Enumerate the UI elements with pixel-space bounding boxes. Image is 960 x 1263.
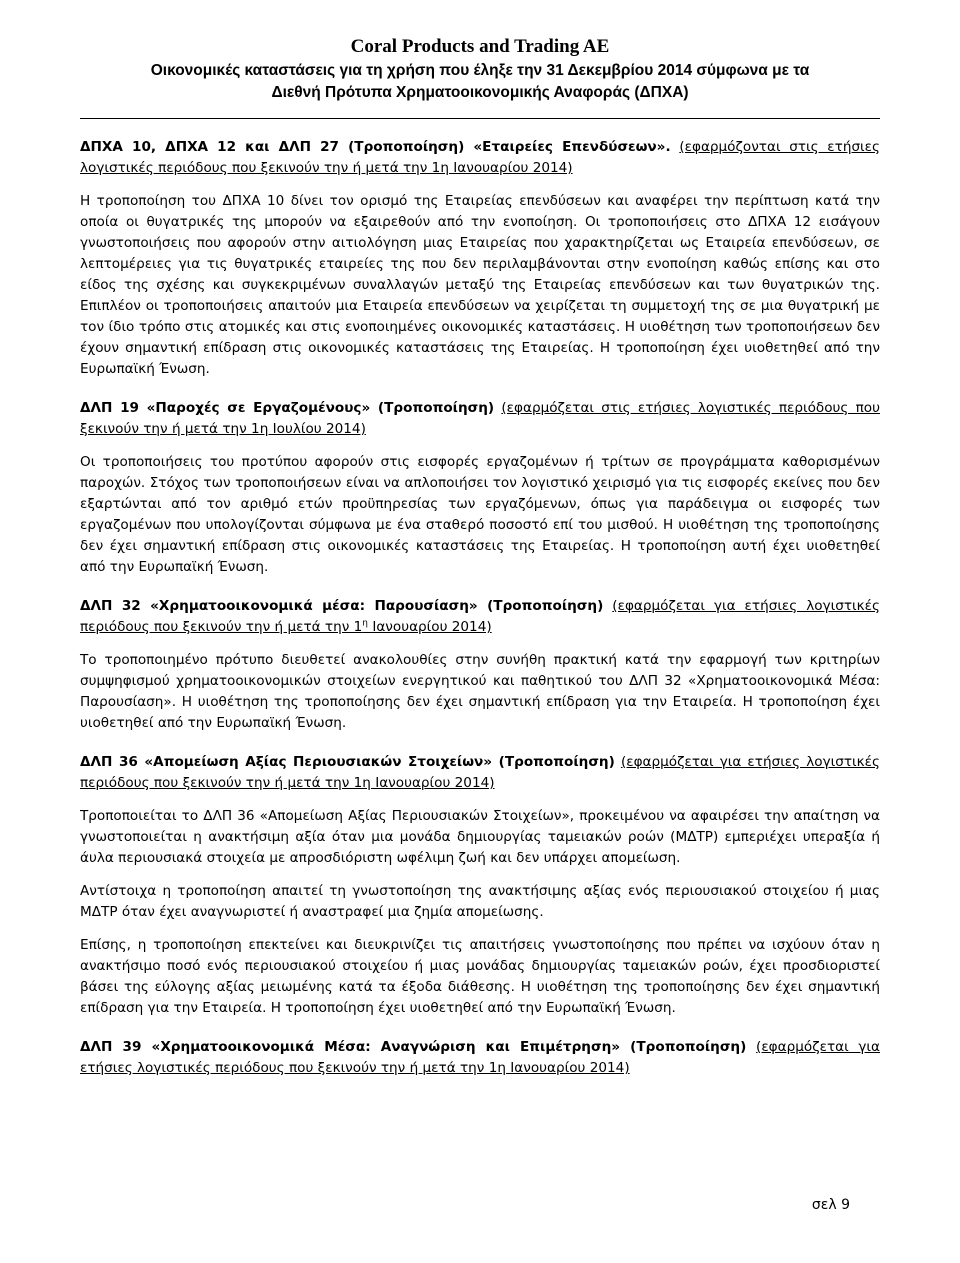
header-subtitle-line1: Οικονομικές καταστάσεις για τη χρήση που έληξε την 31 Δεκεμβρίου 2014 σύμφωνα με τα: [150, 62, 810, 79]
section-heading: [80, 1037, 880, 1079]
header-subtitle-line2: Διεθνή Πρότυπα Χρηματοοικονομικής Αναφοράς (ΔΠΧΑ): [271, 84, 689, 101]
section-paragraph: Τροποποιείται το ΔΛΠ 36 «Απομείωση Αξίας Περιουσιακών Στοιχείων», προκειμένου να αφαιρέσει την απαίτηση να γνωστοποιείται η ανακτήσιμη αξία όταν μια μονάδα δημιουργίας ταμειακών ροών (ΜΔΤΡ) εμπεριέχει υπεραξία ή άυλα περιουσιακά στοιχεία με απροσδιόριστη ωφέλιμη ζωή και δεν υπάρχει απομείωση.: [80, 808, 880, 866]
section-title: ΔΛΠ 39 «Χρηματοοικονομικά Μέσα: Αναγνώριση και Επιμέτρηση» (Τροποποίηση): [80, 1039, 747, 1055]
section-heading: [80, 596, 880, 638]
section-ias19: [80, 398, 880, 578]
section-title: ΔΛΠ 19 «Παροχές σε Εργαζομένους» (Τροποποίηση): [80, 400, 495, 416]
company-name: Coral Products and Trading AE: [350, 36, 610, 57]
section-paragraph: Η τροποποίηση του ΔΠΧΑ 10 δίνει τον ορισμό της Εταιρείας επενδύσεων και αναφέρει την περίπτωση κατά την οποία οι θυγατρικές της μπορούν να εξαιρεθούν από την ενοποίηση. Οι τροποποιήσεις στο ΔΠΧΑ 12 εισάγουν γνωστοποιήσεις που αφορούν στην αιτιολόγηση μιας Εταιρείας που χαρακτηρίζεται ως Εταιρεία επενδύσεων, σε λεπτομέρειες για τις θυγατρικές εταιρείες της που δεν περιλαμβάνονται στην ενοποίηση καθώς επίσης και στο είδος της σχέσης και συγκεκριμένων συναλλαγών μεταξύ της Εταιρείας επενδύσεων και των θυγατρικών της. Επιπλέον οι τροποποιήσεις απαιτούν μια Εταιρεία επενδύσεων να χειρίζεται τη συμμετοχή της σε μια θυγατρική με τον ίδιο τρόπο στις ατομικές και στις ενοποιημένες οικονομικές καταστάσεις. Η υιοθέτηση των τροποποιήσεων δεν έχουν σημαντική επίδραση στις οικονομικές καταστάσεις της Εταιρείας. Η τροποποίηση έχει υιοθετηθεί από την Ευρωπαϊκή Ένωση.: [80, 193, 880, 377]
section-effective-note: (εφαρμόζεται για ετήσιες λογιστικές περιόδους που ξεκινούν την ή μετά την 1η Ιανουαρίου 2014): [80, 754, 880, 791]
section-heading: [80, 752, 880, 794]
section-title: ΔΛΠ 32 «Χρηματοοικονομικά μέσα: Παρουσίαση» (Τροποποίηση): [80, 598, 604, 614]
section-ias39: [80, 1037, 880, 1079]
page-header: [80, 36, 880, 119]
section-paragraph: Επίσης, η τροποποίηση επεκτείνει και διευκρινίζει τις απαιτήσεις γνωστοποίησης που πρέπει να ισχύουν όταν η ανακτήσιμο ποσό ενός περιουσιακού στοιχείου ή μιας μονάδας δημιουργίας ταμειακών ροών, έχει προσδιοριστεί βάσει της εύλογης αξίας μειωμένης κατά τα έξοδα διάθεσης. Η υιοθέτηση της τροποποίησης δεν έχει σημαντική επίδραση για την Εταιρεία. Η τροποποίηση έχει υιοθετηθεί από την Ευρωπαϊκή Ένωση.: [80, 937, 880, 1016]
section-paragraph: Οι τροποποιήσεις του προτύπου αφορούν στις εισφορές εργαζομένων ή τρίτων σε προγράμματα καθορισμένων παροχών. Στόχος των τροποποιήσεων είναι να απλοποιήσει τον λογιστικό χειρισμό για τις εισφορές εκείνες που δεν εξαρτώνται από τον αριθμό ετών προϋπηρεσίας των εργαζόμενων, όπως για παράδειγμα οι εισφορές των εργαζομένων που υπολογίζονται σύμφωνα με ένα σταθερό ποσοστό επί του μισθού. Η υιοθέτηση της τροποποίησης δεν έχει σημαντική επίδραση στις οικονομικές καταστάσεις της Εταιρείας. Η τροποποίηση αυτή έχει υιοθετηθεί από την Ευρωπαϊκή Ένωση.: [80, 454, 880, 575]
section-ifrs10-12-ias27: [80, 137, 880, 380]
header-rule: [80, 118, 880, 119]
section-effective-note: (εφαρμόζεται για ετήσιες λογιστικές περιόδους που ξεκινούν την ή μετά την 1η Ιανουαρίου 2014): [80, 1039, 880, 1076]
page-number: σελ 9: [811, 1197, 850, 1213]
section-ias36: [80, 752, 880, 1019]
section-title: ΔΛΠ 36 «Απομείωση Αξίας Περιουσιακών Στοιχείων» (Τροποποίηση): [80, 754, 615, 770]
note-superscript: η: [362, 618, 368, 629]
section-ias32: [80, 596, 880, 734]
note-text-end: Ιανουαρίου 2014): [368, 619, 492, 635]
section-title: ΔΠΧΑ 10, ΔΠΧΑ 12 και ΔΛΠ 27 (Τροποποίηση) «Εταιρείες Επενδύσεων».: [80, 139, 671, 155]
section-effective-note: (εφαρμόζεται στις ετήσιες λογιστικές περιόδους που ξεκινούν την ή μετά την 1η Ιουλίου 2014): [80, 400, 880, 437]
section-effective-note: (εφαρμόζονται στις ετήσιες λογιστικές περιόδους που ξεκινούν την ή μετά την 1η Ιανουαρίου 2014): [80, 139, 880, 176]
section-paragraph: Το τροποποιημένο πρότυπο διευθετεί ανακολουθίες στην συνήθη πρακτική κατά την εφαρμογή των κριτηρίων συμψηφισμού χρηματοοικονομικών στοιχείων ενεργητικού και παθητικού του ΔΛΠ 32 «Χρηματοοικονομικά Μέσα: Παρουσίαση». Η υιοθέτηση της τροποποίησης δεν έχει σημαντική επίδραση για την Εταιρεία. Η τροποποίηση έχει υιοθετηθεί από την Ευρωπαϊκή Ένωση.: [80, 652, 880, 731]
section-heading: [80, 137, 880, 179]
section-heading: [80, 398, 880, 440]
note-text: (εφαρμόζεται για ετήσιες λογιστικές περιόδους που ξεκινούν την ή μετά την 1: [80, 598, 880, 635]
section-paragraph: Αντίστοιχα η τροποποίηση απαιτεί τη γνωστοποίηση της ανακτήσιμης αξίας ενός περιουσιακού στοιχείου ή μιας ΜΔΤΡ όταν έχει αναγνωριστεί ή αναστραφεί μια ζημία απομείωσης.: [80, 883, 880, 920]
